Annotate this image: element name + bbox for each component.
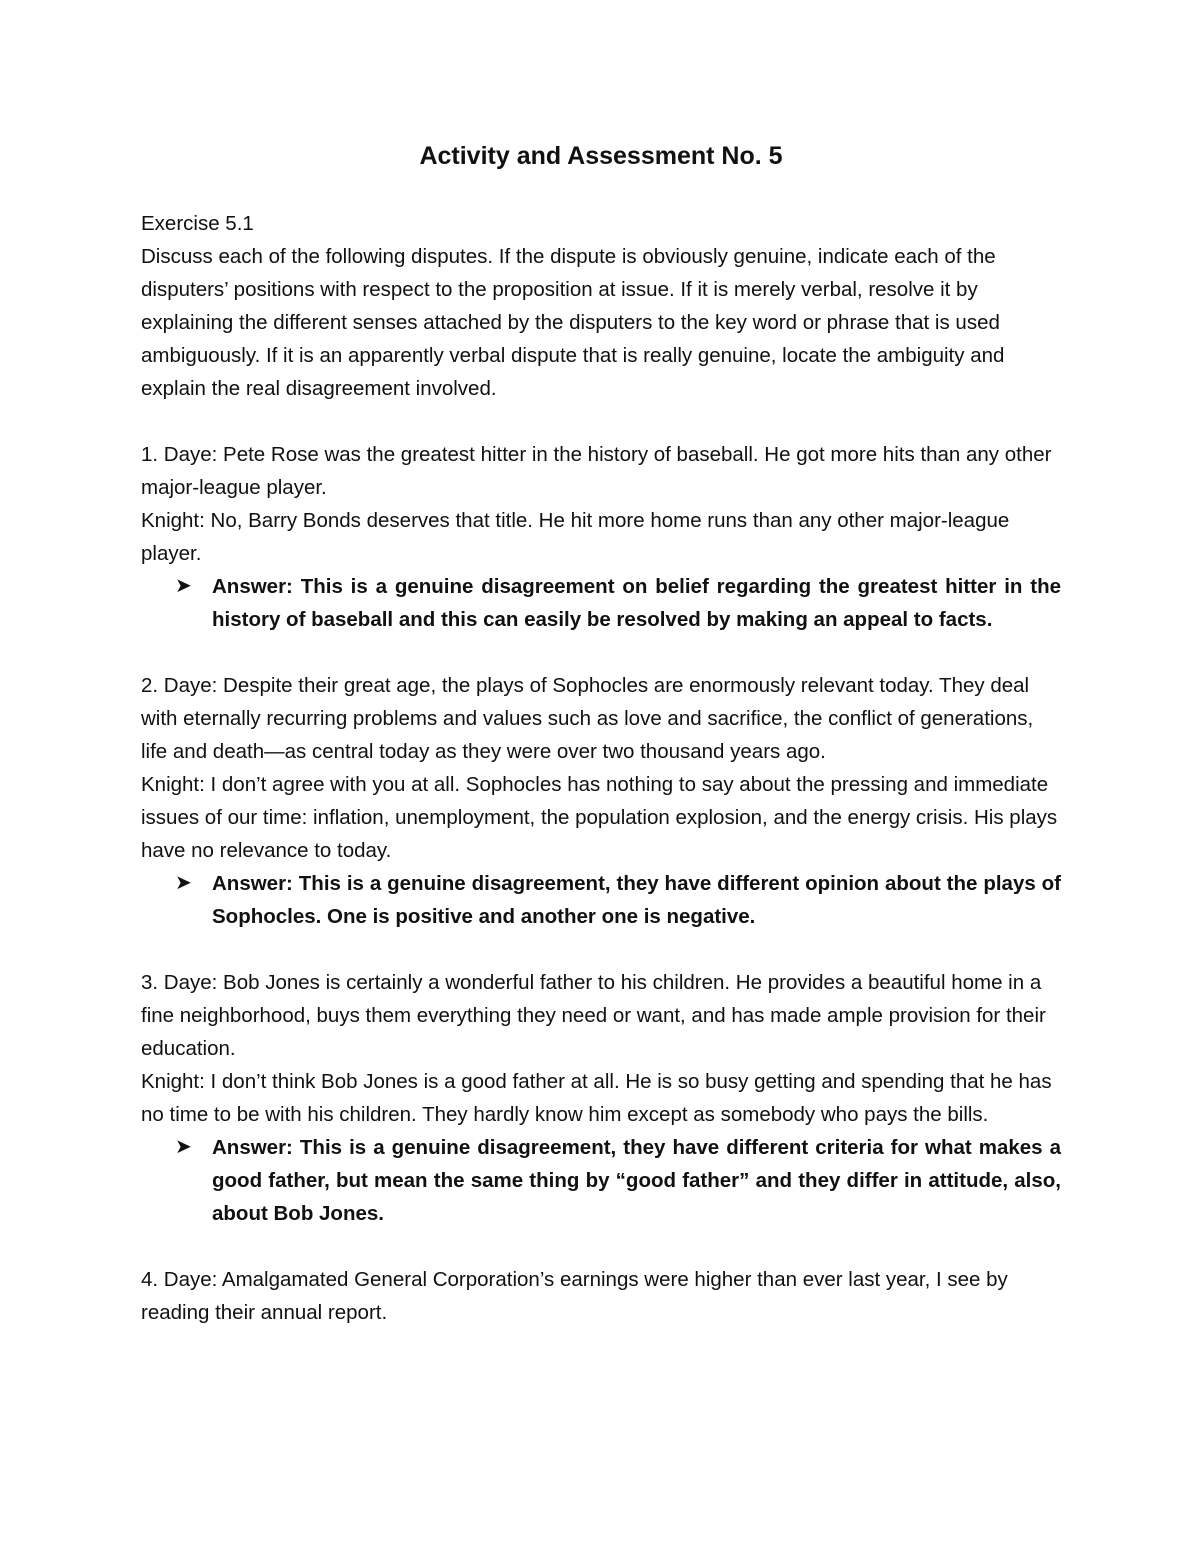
dispute-2-answer (141, 867, 1061, 933)
dispute-3-knight: Knight: I don’t think Bob Jones is a good father at all. He is so busy getting and spending that he has no time to be with his children. They hardly know him except as somebody who pays the bills. (141, 1069, 1052, 1126)
exercise-instructions: Discuss each of the following disputes. If the dispute is obviously genuine, indicate each of the disputers’ positions with respect to the proposition at issue. If it is merely verbal, resolve it by explaining the different senses attached by the disputers to the key word or phrase that is used ambiguously. If it is an apparently verbal dispute that is really genuine, locate the ambiguity and explain the real disagreement involved. (141, 244, 1005, 400)
dispute-2-daye: 2. Daye: Despite their great age, the plays of Sophocles are enormously relevant today. They deal with eternally recurring problems and values such as love and sacrifice, the conflict of generations, life and death—as central today as they were over two thousand years ago. (141, 673, 1034, 763)
arrow-bullet-icon: ➤ (175, 871, 192, 894)
dispute-2-knight: Knight: I don’t agree with you at all. Sophocles has nothing to say about the pressing and immediate issues of our time: inflation, unemployment, the population explosion, and the energy crisis. His plays have no relevance to today. (141, 772, 1058, 862)
dispute-1-knight: Knight: No, Barry Bonds deserves that title. He hit more home runs than any other major-league player. (141, 508, 1010, 565)
dispute-3-daye: 3. Daye: Bob Jones is certainly a wonderful father to his children. He provides a beautiful home in a fine neighborhood, buys them everything they need or want, and has made ample provision for their education. (141, 970, 1046, 1060)
dispute-item-1 (141, 438, 1061, 636)
dispute-3-answer-text: Answer: This is a genuine disagreement, they have different criteria for what makes a good father, but mean the same thing by “good father” and they differ in attitude, also, about Bob Jones. (212, 1135, 1061, 1225)
dispute-1-answer (141, 570, 1061, 636)
dispute-1-daye: 1. Daye: Pete Rose was the greatest hitter in the history of baseball. He got more hits than any other major-league player. (141, 442, 1052, 499)
document-title: Activity and Assessment No. 5 (419, 142, 783, 170)
spacer (141, 405, 1061, 438)
document-page (141, 140, 1061, 1329)
arrow-bullet-icon: ➤ (175, 1135, 192, 1158)
dispute-item-4 (141, 1263, 1061, 1329)
dispute-1-answer-text: Answer: This is a genuine disagreement on belief regarding the greatest hitter in the history of baseball and this can easily be resolved by making an appeal to facts. (212, 574, 1061, 631)
dispute-item-2 (141, 669, 1061, 933)
dispute-3-answer (141, 1131, 1061, 1230)
spacer (141, 933, 1061, 966)
spacer (141, 1230, 1061, 1263)
arrow-bullet-icon: ➤ (175, 574, 192, 597)
exercise-label: Exercise 5.1 (141, 211, 254, 235)
dispute-item-3 (141, 966, 1061, 1230)
dispute-4-daye: 4. Daye: Amalgamated General Corporation’s earnings were higher than ever last year, I see by reading their annual report. (141, 1267, 1008, 1324)
spacer (141, 636, 1061, 669)
dispute-2-answer-text: Answer: This is a genuine disagreement, they have different opinion about the plays of Sophocles. One is positive and another one is negative. (212, 871, 1061, 928)
